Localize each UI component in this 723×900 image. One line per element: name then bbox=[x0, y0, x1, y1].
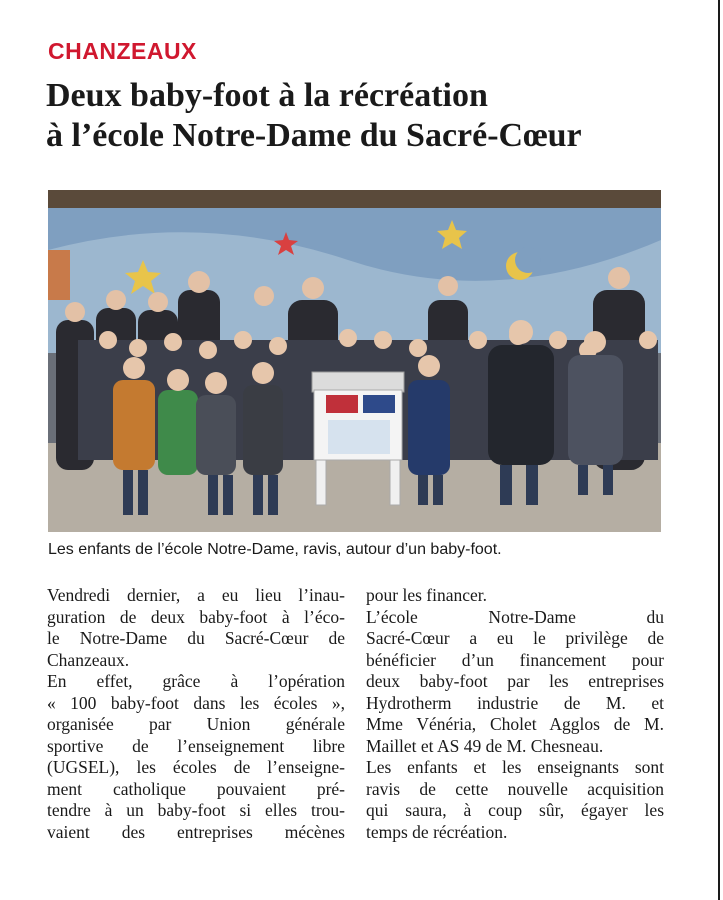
body-line: le Notre-Dame du Sacré-Cœur de bbox=[47, 628, 345, 648]
body-line: ravis de cette nouvelle acquisition bbox=[366, 778, 664, 799]
body-line: Vendredi dernier, a eu lieu l’inau- bbox=[47, 585, 345, 605]
body-line: (UGSEL), les écoles de l’enseigne- bbox=[47, 757, 345, 777]
page-edge-line bbox=[718, 0, 720, 900]
body-line: deux baby-foot par les entreprises bbox=[366, 671, 664, 691]
body-line: Mme Vénéria, Cholet Agglos de M. bbox=[366, 714, 664, 734]
body-line: pour les financer. bbox=[366, 585, 487, 605]
body-line: Les enfants et les enseignants sont bbox=[366, 757, 664, 777]
body-line: Chanzeaux. bbox=[47, 649, 130, 670]
body-line: Sacré-Cœur a eu le privilège de bbox=[366, 628, 664, 648]
article-headline bbox=[46, 76, 686, 156]
headline-line-2: à l’école Notre-Dame du Sacré-Cœur bbox=[46, 117, 582, 154]
body-line: Hydrotherm industrie de M. et bbox=[366, 692, 664, 713]
body-line: sportive de l’enseignement libre bbox=[47, 735, 345, 756]
section-kicker: CHANZEAUX bbox=[48, 38, 197, 64]
body-line: qui saura, à coup sûr, égayer les bbox=[366, 800, 664, 820]
article-column-right bbox=[366, 585, 664, 843]
headline-line-1: Deux baby-foot à la récréation bbox=[46, 77, 488, 114]
body-line: Maillet et AS 49 de M. Chesneau. bbox=[366, 735, 604, 756]
article-photo bbox=[48, 190, 661, 532]
body-line: « 100 baby-foot dans les écoles », bbox=[47, 692, 345, 713]
body-line: temps de récréation. bbox=[366, 821, 508, 842]
body-line: vaient des entreprises mécènes bbox=[47, 821, 345, 842]
body-line: tendre à un baby-foot si elles trou- bbox=[47, 800, 345, 820]
body-line: guration de deux baby-foot à l’éco- bbox=[47, 606, 345, 627]
photo-caption: Les enfants de l’école Notre-Dame, ravis, autour d’un baby-foot. bbox=[48, 541, 502, 558]
body-line: En effet, grâce à l’opération bbox=[47, 671, 345, 691]
body-line: organisée par Union générale bbox=[47, 714, 345, 734]
body-line: bénéficier d’un financement pour bbox=[366, 649, 664, 670]
body-line: ment catholique pouvaient pré- bbox=[47, 778, 345, 799]
article-column-left bbox=[47, 585, 345, 843]
body-line: L’école Notre-Dame du bbox=[366, 606, 664, 627]
